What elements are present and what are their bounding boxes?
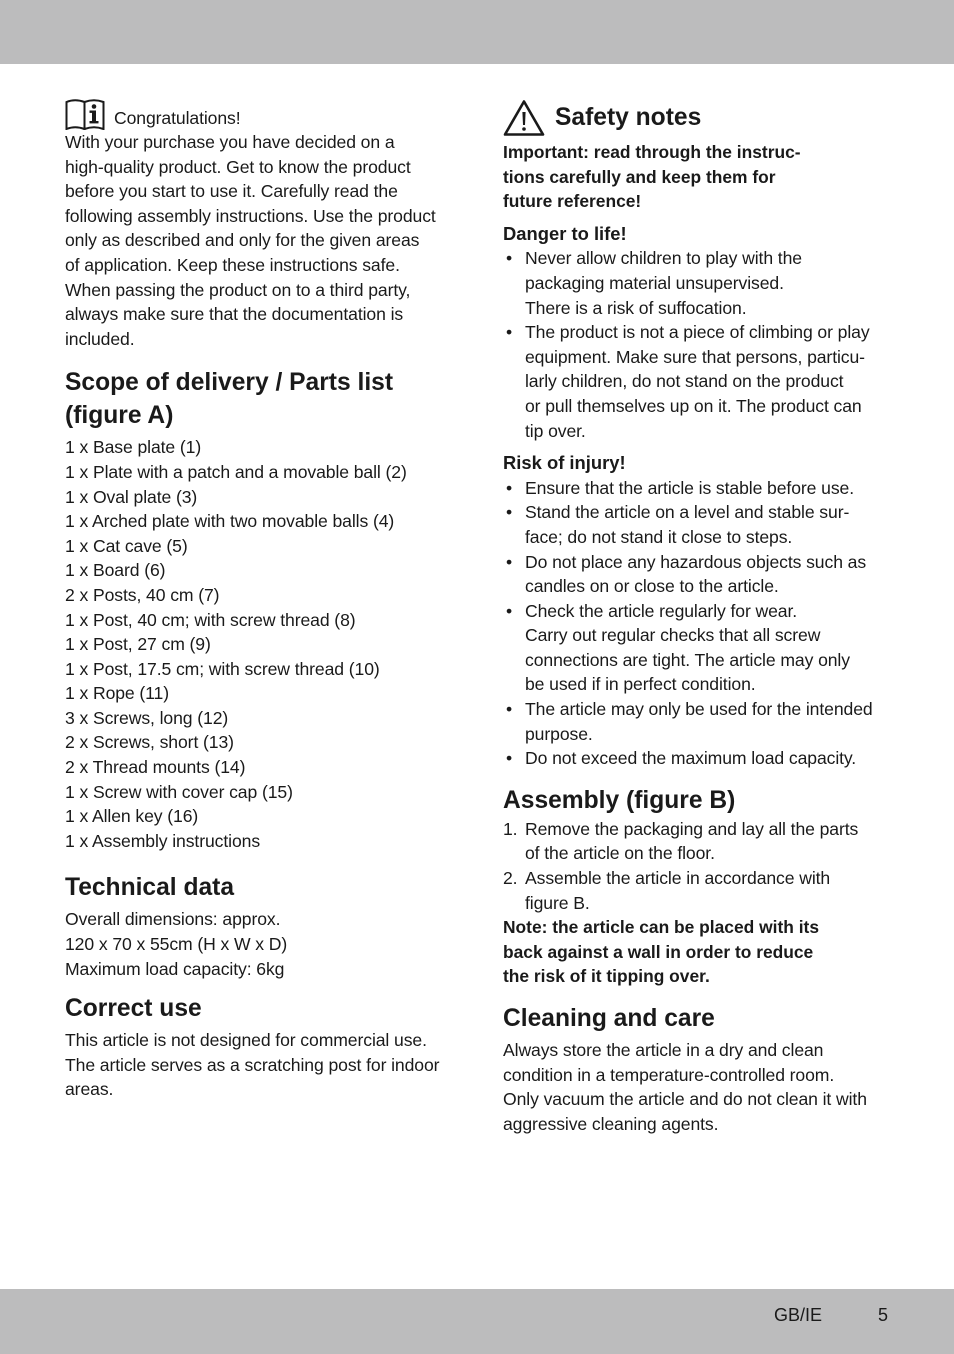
header-bar: [0, 0, 954, 64]
list-line: The product is not a piece of climbing or play: [525, 322, 870, 343]
injury-heading: Risk of injury!: [503, 452, 626, 474]
parts-list-item: 2 x Screws, short (13): [65, 732, 234, 753]
correct-use-line: areas.: [65, 1079, 114, 1100]
scope-heading-line: (figure A): [65, 402, 174, 430]
technical-line: Overall dimensions: approx.: [65, 909, 281, 930]
important-line: future reference!: [503, 191, 642, 212]
parts-list-item: 1 x Arched plate with two movable balls (4): [65, 511, 395, 532]
intro-line: high-quality product. Get to know the product: [65, 156, 411, 177]
bullet: •: [506, 699, 513, 720]
note-line: Note: the article can be placed with its: [503, 917, 820, 938]
footer-language: GB/IE: [774, 1305, 823, 1325]
important-note: [503, 140, 893, 214]
note-line: the risk of it tipping over.: [503, 966, 710, 987]
list-line: tip over.: [525, 420, 586, 441]
important-line: tions carefully and keep them for: [503, 166, 776, 187]
list-line: Do not exceed the maximum load capacity.: [525, 748, 857, 769]
intro-congratulations: Congratulations!: [114, 108, 241, 128]
danger-heading: Danger to life!: [503, 222, 627, 244]
bullet: •: [506, 248, 513, 269]
parts-list-item: 1 x Rope (11): [65, 683, 169, 704]
assembly-steps: [503, 817, 893, 915]
list-line: Check the article regularly for wear.: [525, 600, 798, 621]
warning-triangle-icon: [503, 99, 545, 137]
parts-list-item: 1 x Screw with cover cap (15): [65, 781, 293, 802]
intro-text: [65, 130, 455, 351]
parts-list-item: 1 x Cat cave (5): [65, 535, 188, 556]
danger-list: [503, 246, 893, 443]
intro-line: before you start to use it. Carefully read the: [65, 181, 398, 202]
cleaning-line: Only vacuum the article and do not clean it with: [503, 1089, 867, 1110]
step-line: Remove the packaging and lay all the parts: [525, 818, 859, 839]
safety-heading: [503, 96, 893, 140]
list-item: [503, 599, 893, 697]
intro-line: With your purchase you have decided on a: [65, 132, 395, 152]
list-line: or pull themselves up on it. The product can: [525, 395, 862, 416]
intro-line: included.: [65, 328, 135, 349]
parts-list-item: 1 x Board (6): [65, 560, 166, 581]
info-book-icon: [65, 98, 105, 130]
list-line: purpose.: [525, 723, 593, 744]
page-number: 5: [878, 1305, 889, 1325]
injury-list: [503, 476, 893, 771]
cleaning-heading: Cleaning and care: [503, 1005, 715, 1032]
technical-heading: Technical data: [65, 874, 235, 902]
intro-heading: [65, 96, 455, 130]
parts-list-item: 3 x Screws, long (12): [65, 707, 229, 728]
intro-line: following assembly instructions. Use the product: [65, 205, 436, 226]
correct-use-text: [65, 1028, 455, 1102]
right-column: [503, 96, 893, 1136]
list-item: [503, 320, 893, 443]
list-line: connections are tight. The article may only: [525, 649, 850, 670]
intro-line: always make sure that the documentation is: [65, 304, 404, 325]
parts-list-item: 1 x Post, 40 cm; with screw thread (8): [65, 609, 356, 630]
assembly-note: [503, 915, 893, 989]
intro-line: only as described and only for the given areas: [65, 230, 420, 251]
technical-text: [65, 907, 455, 981]
list-line: There is a risk of suffocation.: [525, 297, 747, 318]
list-item: [503, 246, 893, 320]
step-number: 2.: [503, 868, 518, 889]
list-item: [503, 697, 893, 746]
parts-list: [65, 435, 455, 853]
list-line: equipment. Make sure that persons, particu-: [525, 346, 865, 367]
list-line: The article may only be used for the intended: [525, 699, 873, 720]
parts-list-item: 1 x Post, 17.5 cm; with screw thread (10): [65, 658, 380, 679]
parts-list-item: 1 x Assembly instructions: [65, 830, 261, 851]
intro-line: of application. Keep these instructions safe.: [65, 254, 400, 275]
bullet: •: [506, 600, 513, 621]
assembly-step: [503, 866, 893, 915]
technical-line: Maximum load capacity: 6kg: [65, 958, 285, 979]
parts-list-item: 1 x Plate with a patch and a movable ball (2): [65, 461, 407, 482]
list-line: Ensure that the article is stable before use.: [525, 477, 854, 498]
parts-list-item: 1 x Base plate (1): [65, 437, 202, 458]
scope-heading: [65, 366, 455, 432]
list-item: [503, 746, 893, 771]
parts-list-item: 1 x Post, 27 cm (9): [65, 634, 211, 655]
bullet: •: [506, 322, 513, 343]
cleaning-text: [503, 1038, 893, 1136]
safety-heading-text: Safety notes: [555, 104, 702, 131]
bullet: •: [506, 477, 513, 498]
parts-list-item: 2 x Posts, 40 cm (7): [65, 584, 220, 605]
bullet: •: [506, 748, 513, 769]
parts-list-item: 1 x Oval plate (3): [65, 486, 198, 507]
list-item: [503, 550, 893, 599]
scope-heading-line: Scope of delivery / Parts list: [65, 369, 394, 397]
step-number: 1.: [503, 818, 518, 839]
list-item: [503, 476, 893, 501]
assembly-heading: Assembly (figure B): [503, 786, 736, 814]
step-line: figure B.: [525, 892, 590, 913]
cleaning-line: condition in a temperature-controlled room.: [503, 1064, 835, 1085]
step-line: of the article on the floor.: [525, 843, 715, 864]
step-line: Assemble the article in accordance with: [525, 868, 831, 889]
list-line: candles on or close to the article.: [525, 576, 779, 597]
note-line: back against a wall in order to reduce: [503, 941, 814, 962]
correct-use-line: This article is not designed for commercial use.: [65, 1030, 427, 1051]
cleaning-line: Always store the article in a dry and clean: [503, 1040, 824, 1060]
parts-list-item: 1 x Allen key (16): [65, 806, 199, 827]
list-item: [503, 500, 893, 549]
bullet: •: [506, 551, 513, 572]
left-column: [65, 96, 455, 1102]
list-line: Stand the article on a level and stable sur-: [525, 502, 850, 523]
list-line: Carry out regular checks that all screw: [525, 625, 821, 646]
correct-use-line: The article serves as a scratching post for indoor: [65, 1054, 440, 1075]
parts-list-item: 2 x Thread mounts (14): [65, 757, 246, 778]
assembly-step: [503, 817, 893, 866]
list-line: larly children, do not stand on the product: [525, 371, 844, 392]
list-line: be used if in perfect condition.: [525, 674, 756, 695]
important-line: Important: read through the instruc-: [503, 142, 801, 162]
list-line: packaging material unsupervised.: [525, 272, 784, 293]
intro-line: When passing the product on to a third party,: [65, 279, 411, 300]
technical-line: 120 x 70 x 55cm (H x W x D): [65, 934, 288, 955]
cleaning-line: aggressive cleaning agents.: [503, 1113, 719, 1134]
list-line: Never allow children to play with the: [525, 248, 802, 269]
list-line: face; do not stand it close to steps.: [525, 526, 793, 547]
list-line: Do not place any hazardous objects such as: [525, 551, 867, 572]
bullet: •: [506, 502, 513, 523]
correct-use-heading: Correct use: [65, 995, 202, 1023]
